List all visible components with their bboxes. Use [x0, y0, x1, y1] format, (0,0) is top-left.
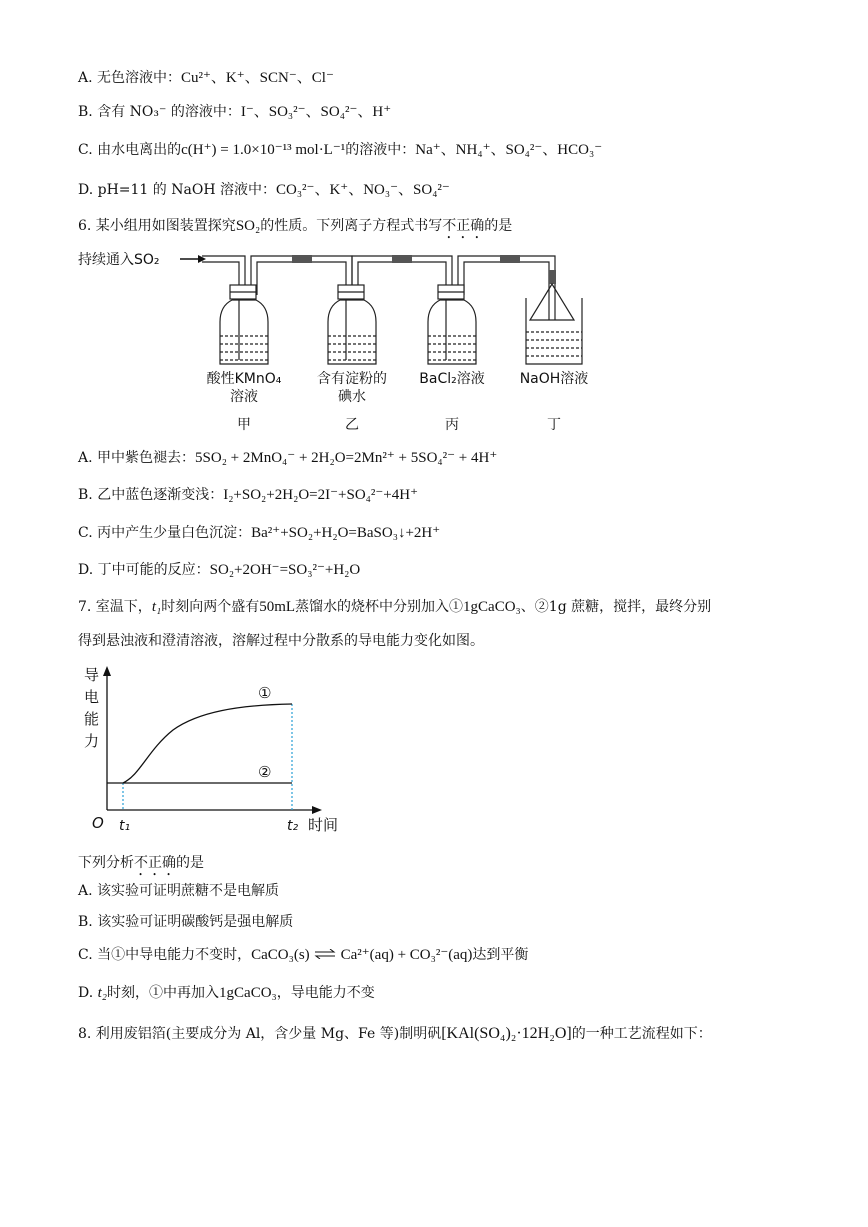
connecting-tubes [202, 256, 555, 360]
bottle-label: 溶液 [230, 389, 258, 405]
apparatus-inlet-label: 持续通入SO₂ [78, 252, 160, 268]
y-axis-label: 电 [84, 688, 100, 706]
x-axis-label: 时间 [308, 816, 339, 834]
bottle-label: 酸性KMnO₄ [206, 371, 282, 387]
bottle-label: 碘水 [338, 389, 366, 405]
emphasis-text: 不正确 [134, 855, 176, 871]
bottle-tag: 乙 [345, 417, 359, 433]
stem-text: 的一种工艺流程如下： [571, 1026, 712, 1042]
ion-list: CO₃²⁻、K⁺、NO₃⁻、SO₄²⁻ [275, 182, 450, 198]
ion-list: Cu²⁺、K⁺、SCN⁻、Cl⁻ [181, 70, 334, 86]
bottle-label: BaCl₂溶液 [419, 371, 485, 387]
so2-apparatus-diagram [70, 240, 630, 440]
beaker-ding [526, 284, 582, 364]
conductivity-graph [78, 660, 368, 840]
x-axis-arrow-icon [107, 806, 322, 814]
bottle-yi [328, 285, 376, 364]
t2-label: t₂ [287, 818, 299, 834]
curve-1-label: ① [258, 684, 272, 702]
bottle-tag: 丁 [547, 417, 561, 433]
q7-option-d [78, 983, 375, 1003]
emphasis-text: 不正确 [442, 218, 485, 234]
option-label: B. 乙中蓝色逐渐变浅： [78, 487, 224, 503]
bottle-tag: 甲 [237, 417, 251, 433]
option-label: C. 丙中产生少量白色沉淀： [78, 525, 252, 541]
q7-stem-line1 [78, 597, 711, 617]
option-label: D. 丁中可能的反应： [78, 562, 210, 578]
stem-text: 的性质。下列离子方程式书写 [260, 218, 443, 234]
q6-stem [78, 216, 512, 242]
y-axis-label: 导 [84, 666, 100, 684]
option-label: A. 甲中紫色褪去： [78, 450, 196, 466]
q6-option-d [78, 560, 360, 580]
bottle-bing [428, 285, 476, 364]
option-text: 达到平衡 [472, 947, 529, 963]
equilibrium-arrow-icon [314, 945, 336, 965]
bottle-jia [220, 285, 268, 364]
stem-text: 的是 [484, 218, 513, 234]
option-label: D. [78, 985, 94, 1001]
stem-text: 的是 [176, 855, 204, 871]
q7-option-b: B. 该实验可证明碳酸钙是强电解质 [78, 914, 294, 930]
y-axis-label: 能 [84, 710, 100, 728]
q7-option-c [78, 945, 528, 965]
volume: 50mL [259, 599, 296, 615]
q7-ask [78, 853, 204, 879]
equation: I₂+SO₂+2H₂O=2I⁻+SO₄²⁻+4H⁺ [223, 487, 419, 503]
equation-left: CaCO₃(s) [251, 947, 310, 963]
q8-stem [78, 1024, 712, 1044]
option-label: D. pH=11 的 NaOH 溶液中： [78, 182, 276, 198]
stem-text: 下列分析 [78, 855, 134, 871]
option-text: ，导电能力不变 [276, 985, 375, 1001]
stem-text: 时刻向两个盛有 [161, 599, 260, 615]
q6-option-b [78, 485, 418, 505]
formula: 1gCaCO₃ [219, 985, 277, 1001]
equation-right: Ca²⁺(aq) + CO₃²⁻(aq) [340, 947, 473, 963]
time-symbol: t₁ [151, 599, 162, 615]
origin-label: O [92, 814, 104, 832]
option-label: B. 含有 NO₃⁻ 的溶液中： [78, 104, 241, 120]
q6-option-a [78, 448, 497, 468]
stem-text: 6. 某小组用如图装置探究 [78, 218, 236, 234]
q5-option-d [78, 180, 450, 200]
ion-list: Na⁺、NH₄⁺、SO₄²⁻、HCO₃⁻ [415, 142, 603, 158]
q7-option-a: A. 该实验可证明蔗糖不是电解质 [78, 883, 280, 899]
stem-text: 、②1g 蔗糖，搅拌，最终分别 [520, 599, 712, 615]
option-label: C. 当①中导电能力不变时， [78, 947, 252, 963]
stem-text: 7. 室温下， [78, 599, 152, 615]
bottle-label: NaOH溶液 [519, 371, 589, 387]
stem-text: 蒸馏水的烧杯中分别加入① [295, 599, 464, 615]
q5-option-c [78, 140, 602, 160]
concentration-expression: c(H⁺) = 1.0×10⁻¹³ mol·L⁻¹ [181, 142, 346, 158]
q7-stem-line2: 得到悬浊液和澄清溶液，溶解过程中分散系的导电能力变化如图。 [78, 633, 484, 649]
t1-label: t₁ [119, 818, 131, 834]
alum-formula: [KAl(SO₄)₂·12H₂O] [441, 1025, 572, 1042]
curve-2-label: ② [258, 763, 272, 781]
time-symbol: t₂ [97, 985, 108, 1001]
q6-option-c [78, 523, 440, 543]
formula: SO₂ [235, 218, 261, 234]
y-axis-label: 力 [84, 732, 100, 750]
formula: KAl(SO₄)₂·12H₂O [446, 1025, 567, 1042]
q5-option-b [78, 102, 391, 122]
equation: 5SO₂ + 2MnO₄⁻ + 2H₂O=2Mn²⁺ + 5SO₄²⁻ + 4H⁺ [195, 450, 498, 466]
option-label: A. 无色溶液中： [78, 70, 182, 86]
bottle-tag: 丙 [445, 417, 459, 433]
bottle-label: 含有淀粉的 [317, 371, 387, 387]
formula: 1gCaCO₃ [463, 599, 521, 615]
equation: Ba²⁺+SO₂+H₂O=BaSO₃↓+2H⁺ [251, 525, 441, 541]
ion-list: I⁻、SO₃²⁻、SO₄²⁻、H⁺ [240, 104, 392, 120]
stem-text: 8. 利用废铝箔(主要成分为 Al，含少量 Mg、Fe 等)制明矾 [78, 1026, 442, 1042]
rubber-connectors [292, 255, 556, 284]
equation: SO₂+2OH⁻=SO₃²⁻+H₂O [209, 562, 361, 578]
option-label: C. 由水电离出的 [78, 142, 182, 158]
q5-option-a [78, 68, 334, 88]
option-text: 时刻，①中再加入 [107, 985, 220, 1001]
option-text: 的溶液中： [345, 142, 416, 158]
y-axis-arrow-icon [103, 666, 111, 810]
